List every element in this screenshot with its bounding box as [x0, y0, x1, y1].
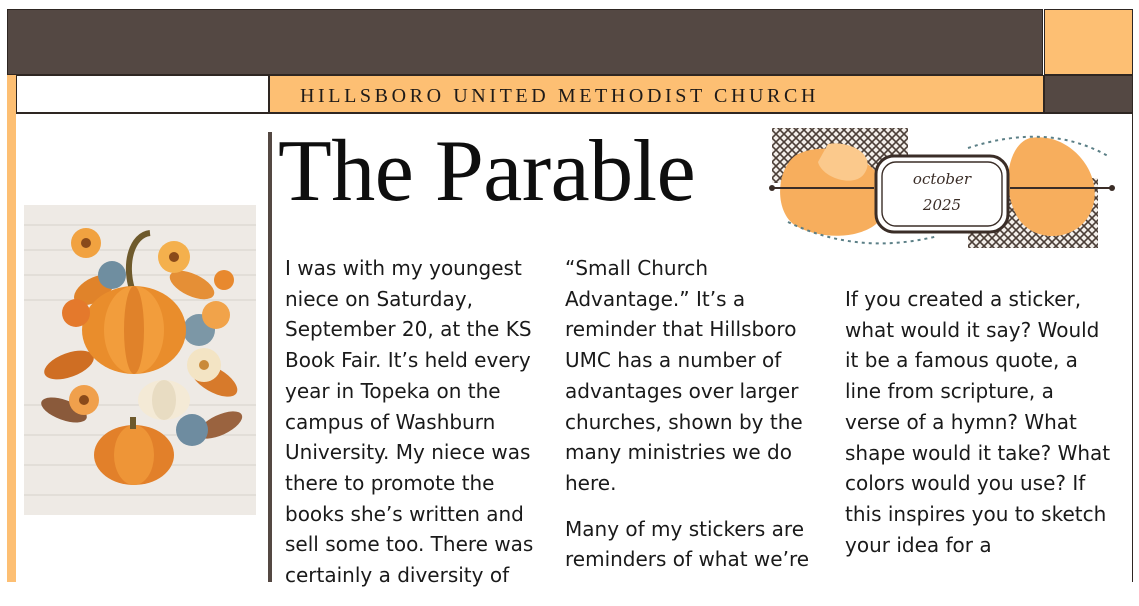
header-blank-cell	[16, 75, 269, 113]
header-rule	[16, 113, 1133, 114]
pumpkin-bouquet-image	[24, 205, 256, 515]
article-paragraph: Many of my stickers are reminders of what we’re	[565, 516, 810, 572]
column-divider	[268, 132, 272, 582]
right-border	[1132, 113, 1133, 582]
header-corner-block	[1044, 75, 1133, 113]
article-column-1	[285, 253, 555, 606]
church-name: HILLSBORO UNITED METHODIST CHURCH	[300, 85, 819, 107]
article-paragraph: “Small Church Advantage.” It’s a reminder that Hillsboro UMC has a number of advantages over larger churches, shown by the many ministries we do here.	[565, 256, 803, 495]
issue-date-banner	[768, 126, 1116, 252]
article-column-3	[845, 284, 1115, 575]
header-accent-block	[1044, 9, 1133, 75]
article-paragraph: If you created a sticker, what would it say? Would it be a famous quote, a line from scripture, a verse of a hymn? What shape would it take? What colors would you use? If this inspires you to sketch your idea for a	[845, 287, 1111, 557]
issue-month: october	[912, 170, 972, 188]
newsletter-title: The Parable	[278, 123, 696, 220]
article-paragraph: I was with my youngest niece on Saturday, September 20, at the KS Book Fair. It’s held every year in Topeka on the campus of Washburn University. My niece was there to promote the books she’s written and sell some too. There was certainly a diversity of	[285, 256, 534, 588]
header-band	[7, 9, 1043, 75]
left-accent-stripe	[7, 75, 16, 582]
article-column-2	[565, 253, 835, 590]
church-name-bar	[269, 75, 1044, 113]
issue-year: 2025	[922, 196, 962, 214]
